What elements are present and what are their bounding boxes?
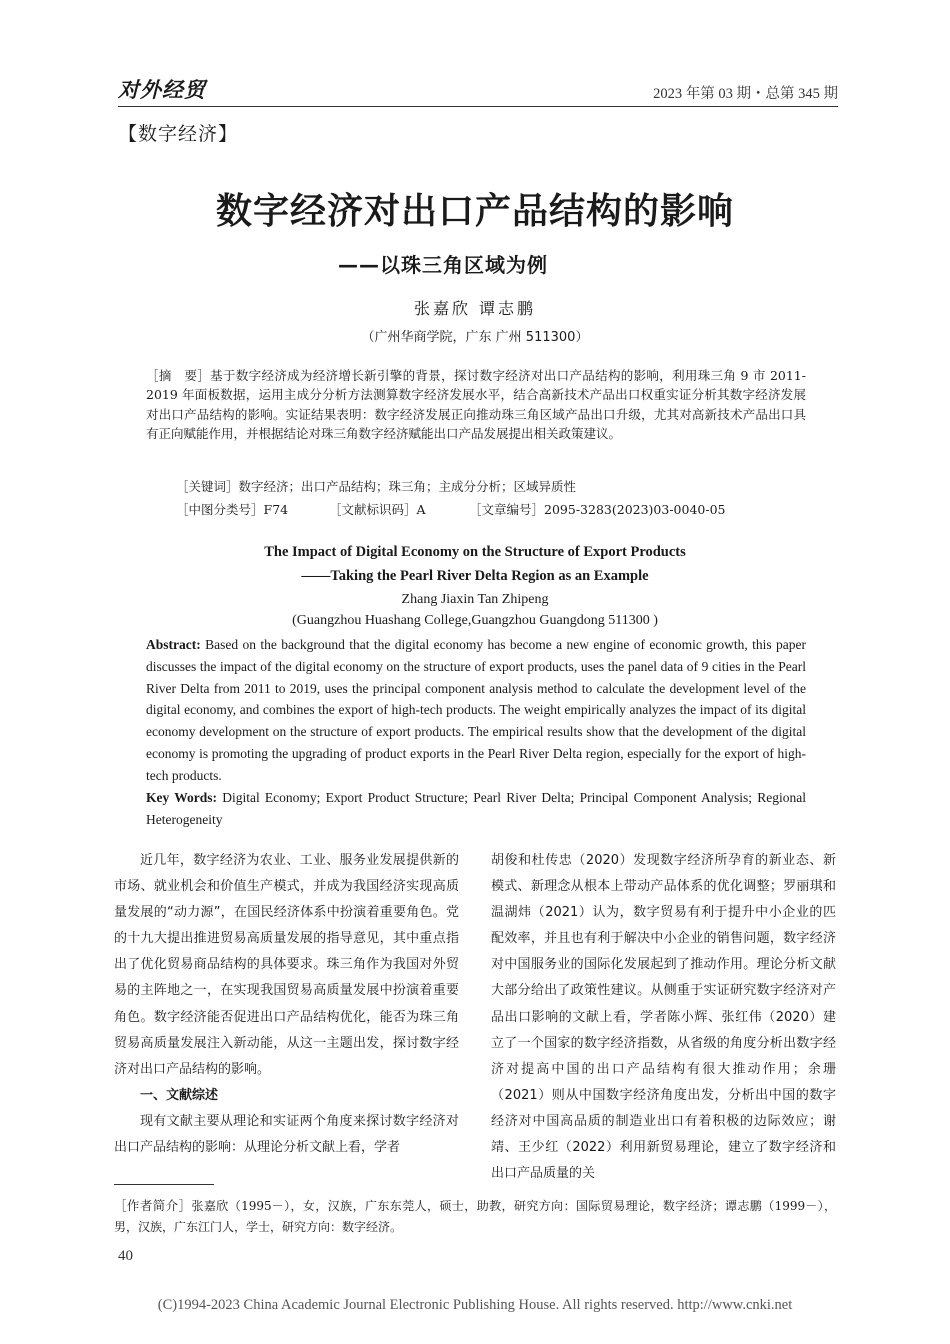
english-affiliation: (Guangzhou Huashang College,Guangzhou Guangdong 511300 )	[292, 613, 658, 628]
section-tag: 【数字经济】	[118, 123, 239, 145]
copyright-watermark: (C)1994-2023 China Academic Journal Electronic Publishing House. All rights reserved. http://www.cnki.net	[157, 1297, 793, 1313]
footnote-text: 张嘉欣（1995－），女，汉族，广东东莞人，硕士，助教，研究方向：国际贸易理论，数字经济；谭志鹏（1999－），男，汉族，广东江门人，学士，研究方向：数字经济。	[114, 1199, 836, 1234]
abstract-cn-label: ［摘 要］	[146, 368, 211, 383]
english-keywords-text: Digital Economy; Export Product Structure; Pearl River Delta; Principal Component Analysis; Regional Heterogeneity	[146, 790, 806, 827]
article-subtitle: ——以珠三角区域为例	[338, 253, 548, 277]
english-title: The Impact of Digital Economy on the Structure of Export Products	[264, 544, 686, 560]
english-subtitle: ——Taking the Pearl River Delta Region as an Example	[301, 568, 649, 584]
keywords-cn-text: 数字经济；出口产品结构；珠三角；主成分分析；区域异质性	[238, 479, 577, 494]
english-abstract-text: Based on the background that the digital economy has become a new engine of economic growth, this paper discusses the impact of the digital economy on the structure of export products, uses the panel data of 9 cities in the Pearl River Delta from 2011 to 2019, uses the principal component analysis method to calculate the development level of the digital economy, and combines the export of high-tech products. The weight empirically analyzes the impact of its digital economy development on the structure of export products. The empirical results show that the development of the digital economy is promoting the upgrading of product exports in the Pearl River Delta region, especially for the export of high-tech products.	[146, 637, 807, 783]
doc-code-label: ［文献标识码］	[329, 502, 417, 517]
author-footnote	[114, 1195, 836, 1238]
article-number-group	[469, 500, 726, 518]
article-number-label: ［文章编号］	[469, 502, 545, 517]
footnote-rule	[114, 1184, 214, 1185]
doc-code-value: A	[416, 502, 426, 517]
abstract-cn-text: 基于数字经济成为经济增长新引擎的背景，探讨数字经济对出口产品结构的影响，利用珠三角 9 市 2011-2019 年面板数据，运用主成分分析方法测算数字经济发展水平，结合高新技术产品出口权重实证分析其数字经济发展对出口产品结构的影响。实证结果表明：数字经济发展正向推动珠三角区域产品出口升级，尤其对高新技术产品出口具有正向赋能作用，并根据结论对珠三角数字经济赋能出口产品发展提出相关政策建议。	[146, 368, 806, 442]
body-paragraph: 现有文献主要从理论和实证两个角度来探讨数字经济对出口产品结构的影响：从理论分析文献上看，学者	[114, 1113, 459, 1156]
classification-line	[176, 500, 726, 518]
section-heading: 一、文献综述	[140, 1087, 219, 1103]
english-abstract-label: Abstract:	[146, 637, 201, 652]
article-number-value: 2095-3283(2023)03-0040-05	[544, 502, 726, 517]
clc-group	[176, 502, 288, 517]
abstract-cn	[146, 366, 806, 444]
clc-label: ［中图分类号］	[176, 502, 264, 517]
body-paragraph: 近几年，数字经济为农业、工业、服务业发展提供新的市场、就业机会和价值生产模式，并成为我国经济实现高质量发展的“动力源”，在国民经济体系中扮演着重要角色。党的十九大提出推进贸易高质量发展的指导意见，其中重点指出了优化贸易商品结构的具体要求。珠三角作为我国对外贸易的主阵地之一，在实现我国贸易高质量发展中扮演着重要角色。数字经济能否促进出口产品结构优化，能否为珠三角贸易高质量发展注入新动能，从这一主题出发，探讨数字经济对出口产品结构的影响。	[114, 853, 459, 1077]
english-keywords-label: Key Words:	[146, 790, 217, 805]
article-title: 数字经济对出口产品结构的影响	[215, 190, 734, 232]
body-paragraph: 胡俊和杜传忠（2020）发现数字经济所孕育的新业态、新模式、新理念从根本上带动产品体系的优化调整；罗丽琪和温湖炜（2021）认为，数字贸易有利于提升中小企业的匹配效率，并且也有利于解决中小企业的销售问题，数字经济对中国服务业的国际化发展起到了推动作用。理论分析文献大部分给出了政策性建议。从侧重于实证研究数字经济对产品出口影响的文献上看，学者陈小辉、张红伟（2020）建立了一个国家的数字经济指数，从省级的角度分析出数字经济对提高中国的出口产品结构有很大推动作用；余珊（2021）则从中国数字经济角度出发，分析出中国的数字经济对中国高品质的制造业出口有着积极的边际效应；谢靖、王少红（2022）利用新贸易理论，建立了数字经济和出口产品质量的关	[491, 853, 836, 1182]
affiliation-cn: （广州华商学院，广东 广州 511300）	[361, 330, 589, 345]
english-abstract	[146, 634, 806, 787]
english-authors: Zhang Jiaxin Tan Zhipeng	[401, 592, 549, 607]
journal-logo: 对外经贸	[118, 77, 206, 102]
body-right-column	[491, 848, 836, 1187]
keywords-cn-label: ［关键词］	[176, 479, 239, 494]
doc-code-group	[329, 500, 426, 518]
body-left-column	[114, 848, 459, 1161]
issue-info: 2023 年第 03 期・总第 345 期	[653, 86, 838, 102]
keywords-cn	[176, 477, 576, 495]
authors-cn: 张嘉欣 谭志鹏	[413, 299, 537, 318]
clc-value: F74	[263, 502, 289, 517]
page-number: 40	[118, 1248, 133, 1264]
header-rule	[118, 106, 838, 107]
english-keywords	[146, 787, 806, 831]
footnote-label: ［作者简介］	[114, 1198, 192, 1213]
